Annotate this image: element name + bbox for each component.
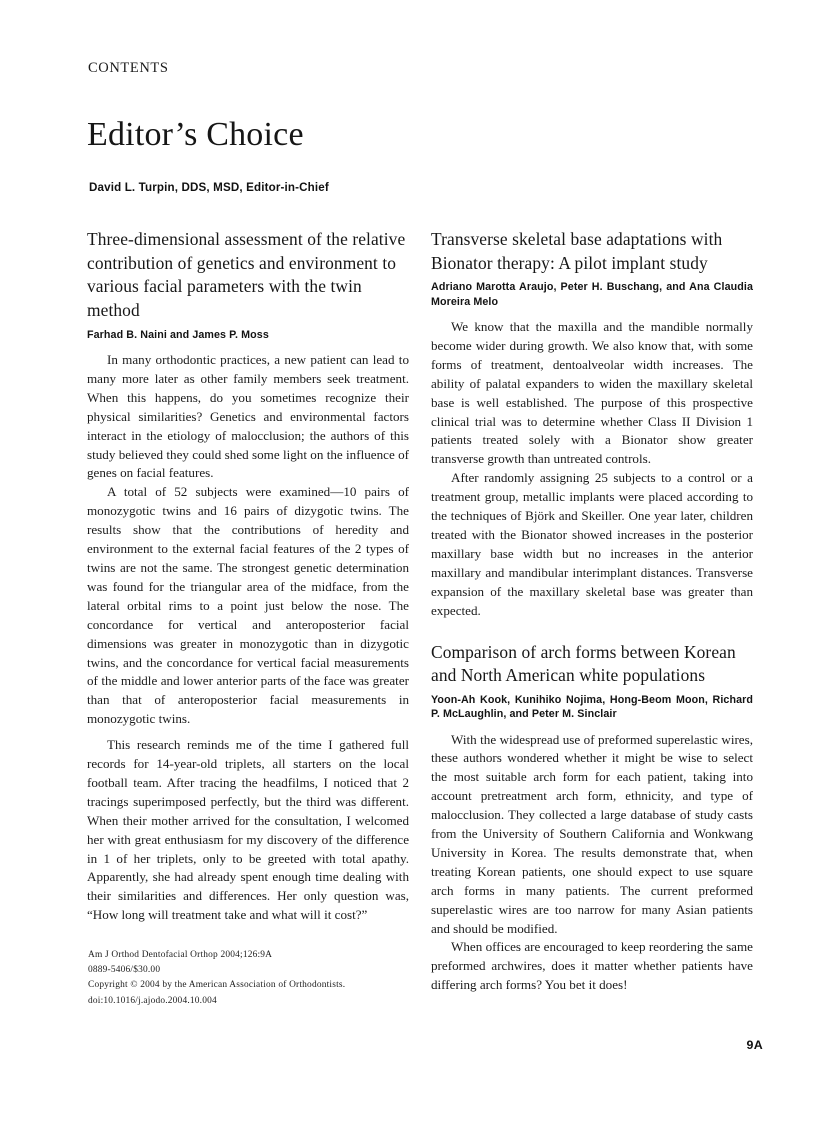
page-number: 9A	[746, 1038, 763, 1052]
article-summary	[431, 641, 753, 996]
article-paragraph: In many orthodontic practices, a new patient can lead to many more later as other family members seek treatment. When this happens, do you sometimes recognize their physical similarities? Genetics and environmental factors interact in the etiology of malocclusion; the authors of this study believed they could shed some light on the influence of genes on facial features.	[87, 352, 409, 481]
article-summary	[87, 228, 409, 925]
editor-byline: David L. Turpin, DDS, MSD, Editor-in-Chief	[89, 181, 329, 194]
column-left	[87, 228, 409, 925]
article-paragraph: This research reminds me of the time I gathered full records for 14-year-old triplets, all starters on the local football team. After tracing the headfilms, I noticed that 2 tracings superimposed perfectly, but the third was different. When their mother arrived for the consultation, I welcomed her with great enthusiasm for my discovery of the difference in 1 of her triplets, only to be greeted with total apathy. Apparently, she had already spent enough time dealing with their similarities and differences. Her only question was, “How long will treatment take and what will it cost?”	[87, 737, 409, 923]
article-title[interactable]: Three-dimensional assessment of the relative contribution of genetics and environment to various facial parameters with the twin method	[87, 229, 406, 321]
footnote-block	[88, 948, 418, 1009]
article-title[interactable]: Comparison of arch forms between Korean and North American white populations	[431, 641, 736, 686]
footnote-issn: 0889-5406/$30.00	[88, 965, 161, 976]
footnote-citation: Am J Orthod Dentofacial Orthop 2004;126:9A	[88, 950, 273, 960]
footnote-doi[interactable]: doi:10.1016/j.ajodo.2004.10.004	[88, 995, 217, 1006]
column-right	[431, 228, 753, 995]
article-summary	[431, 228, 753, 621]
article-authors: Adriano Marotta Araujo, Peter H. Buschang, and Ana Claudia Moreira Melo	[431, 281, 753, 308]
page-title: Editor’s Choice	[87, 116, 304, 153]
article-columns	[87, 228, 763, 1028]
article-paragraph: When offices are encouraged to keep reordering the same preformed archwires, does it matter whether patients have differing arch forms? You bet it does!	[431, 939, 753, 993]
footnote-copyright: Copyright © 2004 by the American Association of Orthodontists.	[88, 980, 346, 991]
article-paragraph: After randomly assigning 25 subjects to a control or a treatment group, metallic implants were placed according to the techniques of Björk and Skeiller. One year later, children treated with the Bionator showed increases in the posterior maxillary base width but no increases in the anterior maxillary and mandibular interimplant distances. Transverse expansion of the maxillary skeletal base was greater than expected.	[431, 470, 753, 618]
article-title[interactable]: Transverse skeletal base adaptations with Bionator therapy: A pilot implant study	[431, 229, 723, 273]
article-paragraph: We know that the maxilla and the mandible normally become wider during growth. We also know that, with some forms of treatment, dentoalveolar width increases. The ability of palatal expanders to widen the maxillary skeletal base is well established. The purpose of this prospective clinical trial was to determine whether Class II Division 1 patients treated solely with a Bionator show greater transverse growth than untreated controls.	[431, 319, 753, 467]
article-authors: Farhad B. Naini and James P. Moss	[87, 328, 269, 341]
article-paragraph: A total of 52 subjects were examined—10 pairs of monozygotic twins and 16 pairs of dizygotic twins. The results show that the contributions of heredity and environment to the external facial features of the 2 types of twins are not the same. The strongest genetic determination was found for the triangular area of the midface, from the lateral orbital rims to a point just below the nose. The concordance for vertical and anteroposterior facial dimensions was greater in monozygotic than in dizygotic twins, and the concordance for vertical facial measurements of the middle and lower anterior parts of the face was greater than that of anteroposterior facial measurements in monozygotic twins.	[87, 484, 409, 727]
running-head: CONTENTS	[88, 60, 169, 76]
article-paragraph: With the widespread use of preformed superelastic wires, these authors wondered whether it might be wise to select the most suitable arch form for each patient, taking into account pretreatment arch form, ethnicity, and type of malocclusion. They collected a large database of study casts from the University of Southern California and Wonkwang University in Korea. The results demonstrate that, when treating Korean patients, one should expect to use square arch forms in many patients. The current preformed superelastic wires are too narrow for many Asian patients and should be modified.	[431, 731, 753, 936]
article-authors: Yoon-Ah Kook, Kunihiko Nojima, Hong-Beom Moon, Richard P. McLaughlin, and Peter M. Sinclair	[431, 693, 753, 721]
